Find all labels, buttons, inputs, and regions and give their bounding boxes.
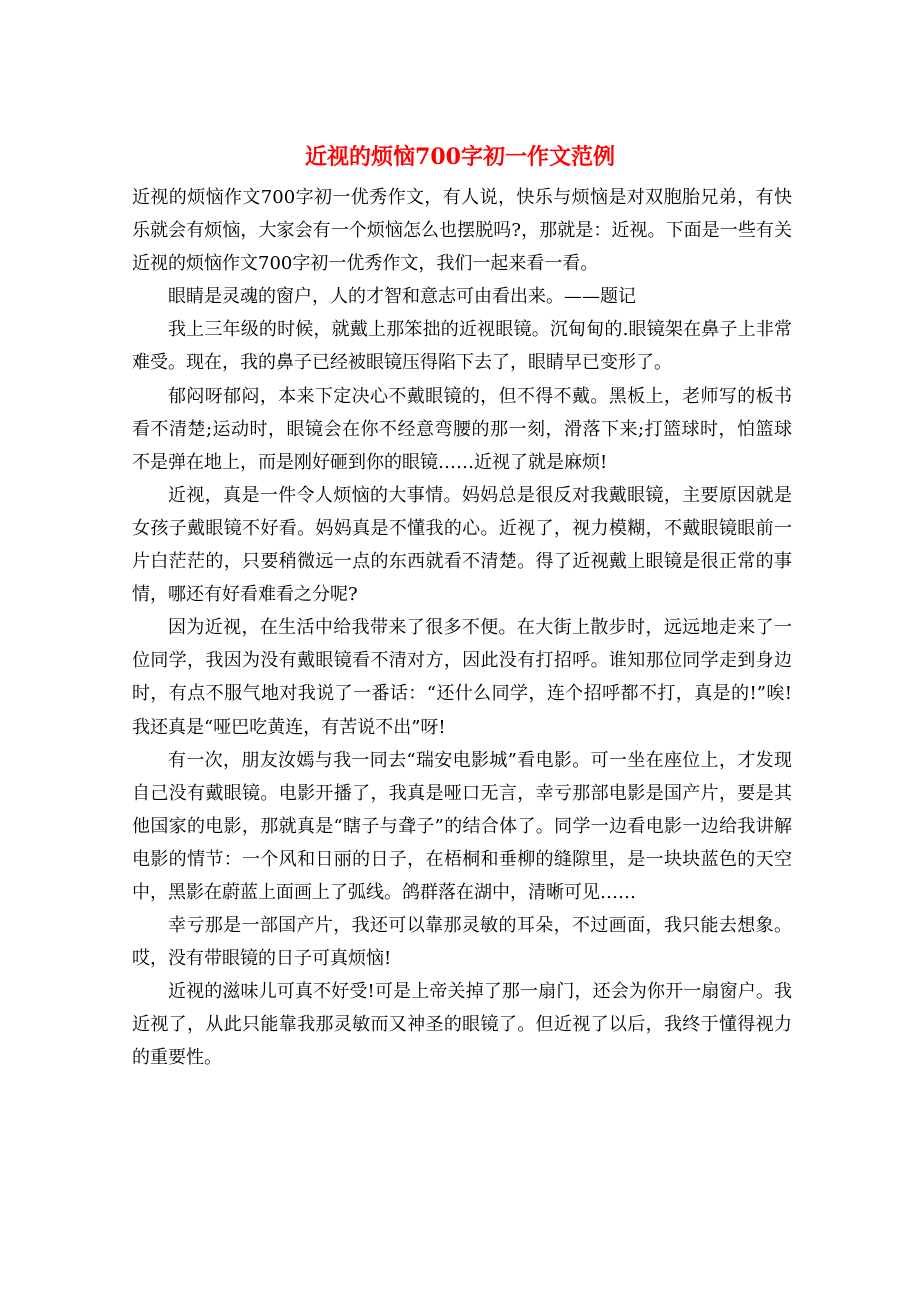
document-body <box>132 181 792 1075</box>
paragraph: 近视的烦恼作文700字初一优秀作文，有人说，快乐与烦恼是对双胞胎兄弟，有快乐就会有烦恼，大家会有一个烦恼怎么也摆脱吗?，那就是：近视。下面是一些有关近视的烦恼作文700字初一优秀作文，我们一起来看一看。 <box>132 187 792 275</box>
paragraph: 有一次，朋友汝嫣与我一同去“瑞安电影城”看电影。可一坐在座位上，才发现自己没有戴眼镜。电影开播了，我真是哑口无言，幸亏那部电影是国产片，要是其他国家的电影，那就真是“瞎子与聋子”的结合体了。同学一边看电影一边给我讲解电影的情节：一个风和日丽的日子，在梧桐和垂柳的缝隙里，是一块块蓝色的天空中，黑影在蔚蓝上面画上了弧线。鸽群落在湖中，清晰可见…… <box>132 749 792 903</box>
paragraph: 眼睛是灵魂的窗户，人的才智和意志可由看出来。——题记 <box>168 286 636 308</box>
paragraph: 近视，真是一件令人烦恼的大事情。妈妈总是很反对我戴眼镜，主要原因就是女孩子戴眼镜不好看。妈妈真是不懂我的心。近视了，视力模糊，不戴眼镜眼前一片白茫茫的，只要稍微远一点的东西就看不清楚。得了近视戴上眼镜是很正常的事情，哪还有好看难看之分呢? <box>132 484 792 606</box>
paragraph: 我上三年级的时候，就戴上那笨拙的近视眼镜。沉甸甸的.眼镜架在鼻子上非常难受。现在，我的鼻子已经被眼镜压得陷下去了，眼睛早已变形了。 <box>132 319 792 374</box>
paragraph: 郁闷呀郁闷，本来下定决心不戴眼镜的，但不得不戴。黑板上，老师写的板书看不清楚;运动时，眼镜会在你不经意弯腰的那一刻，滑落下来;打篮球时，怕篮球不是弹在地上，而是刚好砸到你的眼镜……近视了就是麻烦! <box>132 385 792 473</box>
paragraph: 幸亏那是一部国产片，我还可以靠那灵敏的耳朵，不过画面，我只能去想象。哎，没有带眼镜的日子可真烦恼! <box>132 915 792 970</box>
page-title: 近视的烦恼700字初一作文范例 <box>305 144 615 170</box>
paragraph: 近视的滋味儿可真不好受!可是上帝关掉了那一扇门，还会为你开一扇窗户。我近视了，从此只能靠我那灵敏而又神圣的眼镜了。但近视了以后，我终于懂得视力的重要性。 <box>132 981 792 1069</box>
paragraph: 因为近视，在生活中给我带来了很多不便。在大街上散步时，远远地走来了一位同学，我因为没有戴眼镜看不清对方，因此没有打招呼。谁知那位同学走到身边时，有点不服气地对我说了一番话：“还什么同学，连个招呼都不打，真是的!”唉!我还真是“哑巴吃黄连，有苦说不出”呀! <box>132 617 792 738</box>
